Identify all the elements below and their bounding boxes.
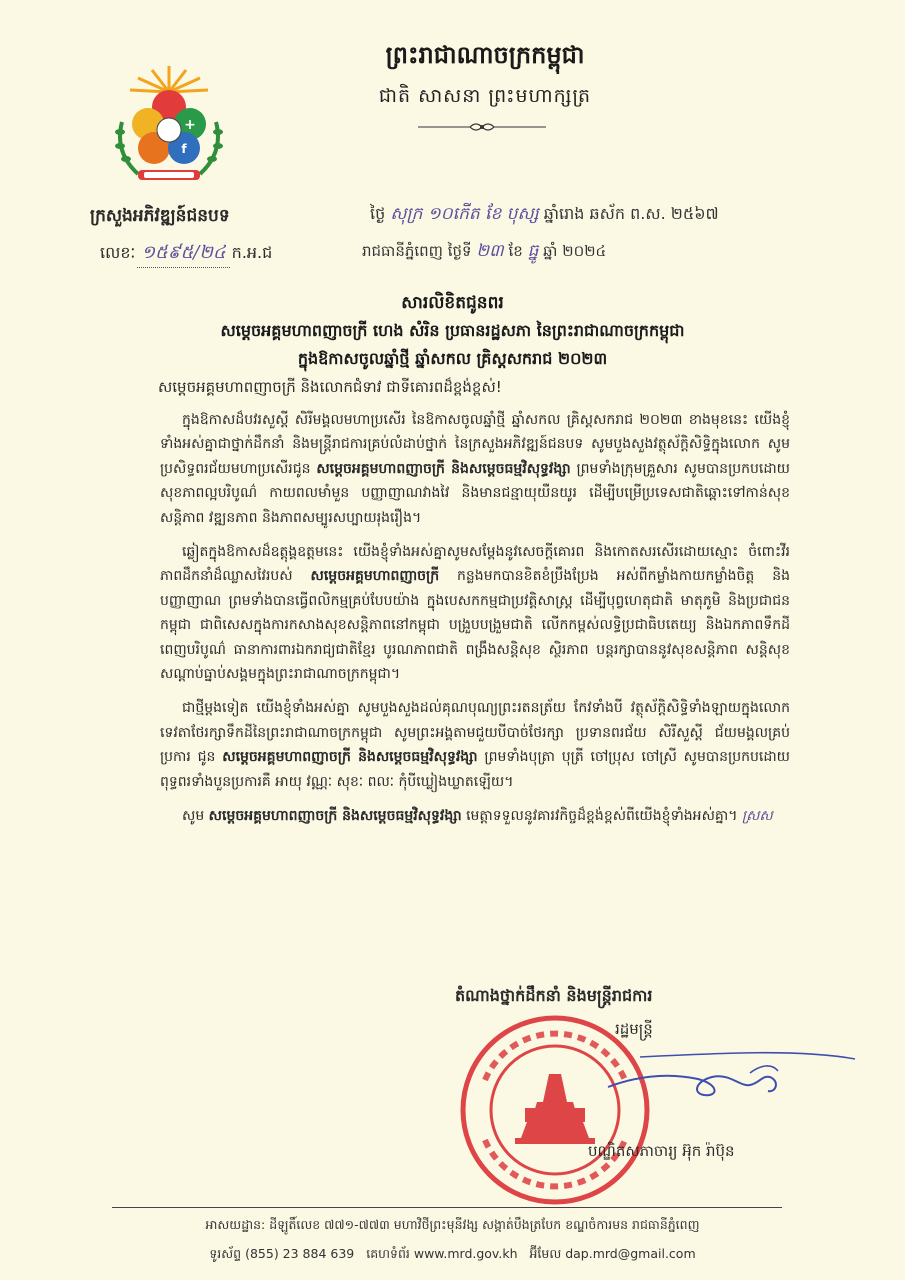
paragraph-1-bold: សម្តេចអគ្គមហាពញាចក្រី និងសម្តេចធម្មវិសុទ្ធវង្សា [316, 460, 571, 477]
lunar-date-prefix: ថ្ងៃ [370, 204, 386, 223]
footer-website[interactable]: គេហទំព័រ www.mrd.gov.kh [366, 1246, 518, 1261]
salutation: សម្តេចអគ្គមហាពញាចក្រី និងលោកជំទាវ ជាទីគោរពដ៏ខ្ពង់ខ្ពស់! [158, 378, 502, 396]
letter-title: សារលិខិតជូនពរ [401, 293, 504, 313]
reference-number [100, 240, 272, 268]
reference-prefix: លេខៈ [100, 243, 136, 262]
signer-name: បណ្ឌិតសភាចារ្យ អ៊ុក រ៉ាប៊ុន [588, 1142, 735, 1160]
letter-body [160, 408, 790, 839]
signer-title: តំណាងថ្នាក់ដឹកនាំ និងមន្ត្រីរាជការ [455, 986, 653, 1005]
paragraph-2-text-a: ឆ្លៀតក្នុងឱកាសដ៏ឧត្តុង្គឧត្តមនេះ យើងខ្ញុំទាំងអស់គ្នាសូមសម្តែងនូវសេចក្តីគោរព និងកោតសរសើរដោយស្មោះ ចំពោះវីរភាពដឹកនាំដ៏ឈ្លាសវៃរបស់ [160, 544, 790, 585]
reference-handwritten-number: ១៥៩៥/២៤ [137, 240, 229, 268]
civil-date-day: ២៣ [476, 241, 504, 261]
civil-date-year: ២០២៤ [562, 242, 607, 260]
paragraph-2-text-c: កន្លងមកបានខិតខំប្រឹងប្រែង អស់ពីកម្លាំងកាយកម្លាំងចិត្ត និងបញ្ញាញាណ ព្រមទាំងបានធ្វើពលិកម្មគ្រប់បែបយ៉ាង ក្នុងបេសកកម្មជាប្រវត្តិសាស្ត្រ ដើម្បីបុព្វហេតុជាតិ មាតុភូមិ និងប្រជាជនកម្ពុជា ជាពិសេសក្នុងការកសាងសុខសន្តិភាពនៅកម្ពុជា បង្រួបបង្រួមជាតិ លើកកម្ពស់លទ្ធិប្រជាធិបតេយ្យ និងឯកភាពទឹកដី ពេញបរិបូណ៌ ធានាការពារឯករាជ្យជាតិខ្មែរ បូរណភាពជាតិ ពង្រឹងសន្តិសុខ ស្ថិរភាព បន្តរក្សាបាននូវសុខសន្តិភាព សន្តិសុខ សណ្តាប់ធ្នាប់សង្គមក្នុងព្រះរាជាណាចក្រកម្ពុជា។ [160, 568, 790, 683]
svg-text:+: + [184, 117, 196, 133]
civil-date-year-label: ឆ្នាំ [543, 242, 558, 260]
footer-address: អាសយដ្ឋាន: ដីឡូតិ៍លេខ ៧៧១-៧៧៣ មហាវិថីព្រះមុនីវង្ស សង្កាត់បឹងត្របែក ខណ្ឌចំការមន រាជធានីភ្នំពេញ [205, 1217, 700, 1232]
footer-contact [0, 1246, 905, 1265]
paragraph-3-text-a: ជាថ្មីម្តងទៀត យើងខ្ញុំទាំងអស់គ្នា សូមបួងសួងដល់គុណបុណ្យព្រះរតនត្រ័យ កែវទាំងបី វត្ថុស័ក្តិសិទ្ធិទាំងឡាយក្នុងលោក ទេវតាថែរក្សាទឹកដីនៃព្រះរាជាណាចក្រកម្ពុជា សូមព្រះអង្គតាមជួយបីបាច់ថែរក្សា ប្រទានពរជ័យ សិរីសួស្តី ជ័យមង្គលគ្រប់ប្រការ ជូន [160, 700, 790, 766]
lunar-date [370, 203, 719, 228]
ministry-name: ក្រសួងអភិវឌ្ឍន៍ជនបទ [90, 206, 230, 226]
civil-date-month-label: ខែ [508, 242, 523, 260]
footer-divider [112, 1207, 782, 1208]
lunar-date-suffix: ឆ្នាំរោង ឆស័ក ព.ស. ២៥៦៧ [543, 204, 719, 223]
paragraph-4 [160, 804, 790, 828]
handwritten-signature [600, 1035, 860, 1125]
lunar-date-handwritten: សុក្រ ១០កើត ខែ បុស្ស [390, 204, 539, 224]
letter-subtitle-occasion: ក្នុងឱកាសចូលឆ្នាំថ្មី ឆ្នាំសកល គ្រិស្តសករាជ ២០២៣ [297, 349, 608, 368]
paragraph-4-text-a: សូម [182, 808, 209, 825]
kingdom-title: ព្រះរាជាណាចក្រកម្ពុជា [385, 41, 585, 69]
paragraph-3 [160, 696, 790, 794]
reference-suffix: ក.អ.ជ [231, 243, 273, 262]
civil-date-prefix: រាជធានីភ្នំពេញ ថ្ងៃទី [362, 242, 472, 260]
paragraph-4-text-c: មេត្តាទទួលនូវគារវកិច្ចដ៏ខ្ពង់ខ្ពស់ពីយើងខ្ញុំទាំងអស់គ្នា។ [461, 808, 742, 825]
paragraph-1-text-a: ក្នុងឱកាសដ៏បវរសួស្តី សិរីមង្គលមហាប្រសើរ នៃឱកាសចូលឆ្នាំថ្មី ឆ្នាំសកល គ្រិស្តសករាជ ២០២៣ ខាងមុខនេះ យើងខ្ញុំទាំងអស់គ្នាជាថ្នាក់ដឹកនាំ និងមន្ត្រីរាជការគ្រប់លំដាប់ថ្នាក់ នៃក្រសួងអភិវឌ្ឍន៍ជនបទ សូមបួងសួងវត្ថុស័ក្តិសិទ្ធិក្នុងលោក សូមប្រសិទ្ធពរជ័យមហាប្រសើរជូន [160, 412, 790, 477]
paragraph-1 [160, 408, 790, 530]
paragraph-4-bold: សម្តេចអគ្គមហាពញាចក្រី និងសម្តេចធម្មវិសុទ្ធវង្សា [208, 808, 462, 825]
paragraph-2 [160, 540, 790, 686]
signer-role: រដ្ឋមន្ត្រី [615, 1020, 653, 1038]
ornament-divider-icon [418, 120, 546, 134]
svg-text:f: f [181, 142, 187, 156]
civil-date [362, 240, 606, 265]
paragraph-2-bold: សម្តេចអគ្គមហាពញាចក្រី [310, 568, 440, 585]
national-motto: ជាតិ សាសនា ព្រះមហាក្សត្រ [378, 85, 592, 107]
ministry-logo [108, 62, 230, 194]
paragraph-4-initials: ស្រស [741, 808, 773, 825]
paragraph-3-bold: សម្តេចអគ្គមហាពញាចក្រី និងសម្តេចធម្មវិសុទ្ធវង្សា [222, 749, 478, 766]
civil-date-month: ធ្នូ [527, 241, 539, 261]
footer-phone: ទូរស័ព្ទ (855) 23 884 639 [209, 1246, 355, 1261]
paragraph-3-text-c: ព្រមទាំងបុត្រា បុត្រី ចៅប្រុស ចៅស្រី សូមបានប្រកបដោយពុទ្ធពរទាំងបួនប្រការគឺ អាយុ វណ្ណៈ សុខៈ ពលៈ កុំបីឃ្លៀងឃ្លាតឡើយ។ [160, 749, 790, 790]
paragraph-1-text-c: ព្រមទាំងក្រុមគ្រួសារ សូមបានប្រកបដោយ សុខភាពល្អបរិបូណ៌ កាយពលមាំមួន បញ្ញាញាណវាងវៃ និងមានជន្មាយុយឺនយូរ ដើម្បីបម្រើប្រទេសជាតិឆ្ពោះទៅកាន់សុខសន្តិភាព វឌ្ឍនភាព និងភាពសម្បូរសប្បាយរុងរឿង។ [160, 460, 791, 526]
letter-subtitle-recipient: សម្តេចអគ្គមហាពញាចក្រី ហេង សំរិន ប្រធានរដ្ឋសភា នៃព្រះរាជាណាចក្រកម្ពុជា [220, 321, 685, 340]
footer-email[interactable]: អ៊ីមែល dap.mrd@gmail.com [529, 1246, 696, 1261]
